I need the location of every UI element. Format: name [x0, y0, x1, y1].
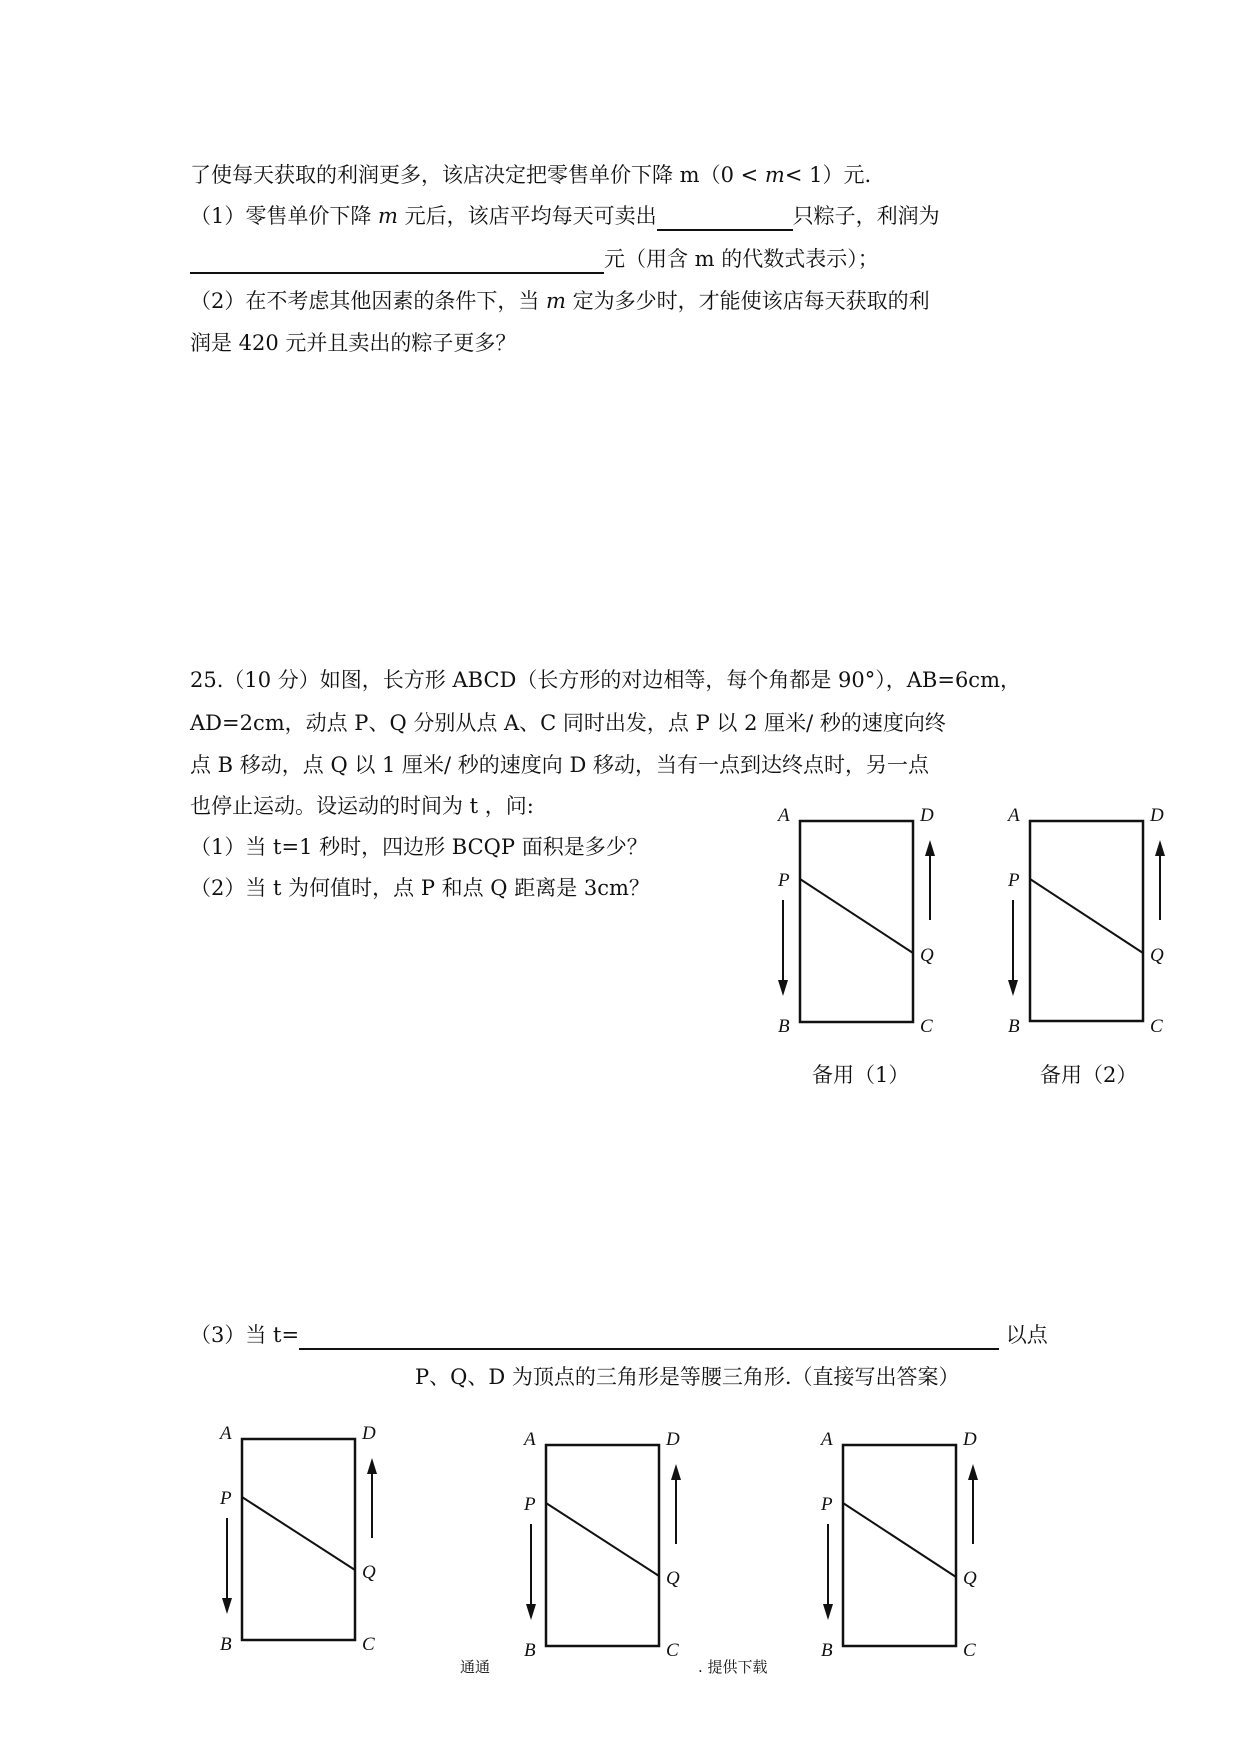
label-A: A [1008, 805, 1020, 826]
label-A: A [524, 1429, 536, 1450]
q24-part1: （1）零售单价下降 m 元后，该店平均每天可卖出 只粽子，利润为 [190, 201, 940, 231]
q24-part2: （2）在不考虑其他因素的条件下，当 m 定为多少时，才能使该店每天获取的利 [190, 289, 930, 313]
rectangle-figure-backup1 [770, 800, 950, 1040]
label-B: B [524, 1640, 536, 1661]
label-B: B [821, 1640, 833, 1661]
label-C: C [920, 1016, 933, 1037]
label-Q: Q [920, 945, 934, 966]
label-B: B [1008, 1016, 1020, 1037]
q25-line3: 点 B 移动，点 Q 以 1 厘米/ 秒的速度向 D 移动，当有一点到达终点时，另一点 [190, 753, 929, 777]
label-D: D [1150, 805, 1164, 826]
label-P: P [778, 870, 790, 891]
q25-sub3-cont: P、Q、D 为顶点的三角形是等腰三角形.（直接写出答案） [415, 1365, 960, 1389]
label-Q: Q [963, 1568, 977, 1589]
caption-backup1: 备用（1） [812, 1063, 910, 1087]
rectangle-figure-5 [815, 1424, 995, 1664]
answer-blank-t[interactable] [299, 1324, 999, 1350]
label-P: P [220, 1488, 232, 1509]
label-P: P [1008, 870, 1020, 891]
footer-right: . 提供下载 [698, 1658, 768, 1676]
q24-intro: 了使每天获取的利润更多，该店决定把零售单价下降 m（0 < m< 1）元. [190, 163, 872, 187]
label-D: D [920, 805, 934, 826]
label-B: B [220, 1634, 232, 1655]
label-B: B [778, 1016, 790, 1037]
label-A: A [821, 1429, 833, 1450]
label-Q: Q [362, 1562, 376, 1583]
rectangle-figure-3 [215, 1418, 395, 1658]
label-C: C [1150, 1016, 1163, 1037]
rectangle-figure-4 [518, 1424, 698, 1664]
q25-sub2: （2）当 t 为何值时，点 P 和点 Q 距离是 3cm？ [190, 876, 650, 900]
label-A: A [220, 1423, 232, 1444]
label-P: P [524, 1494, 536, 1515]
label-Q: Q [666, 1568, 680, 1589]
label-D: D [666, 1429, 680, 1450]
q25-sub1: （1）当 t=1 秒时，四边形 BCQP 面积是多少？ [190, 835, 648, 859]
answer-blank-count[interactable] [657, 205, 793, 231]
label-C: C [963, 1640, 976, 1661]
label-D: D [963, 1429, 977, 1450]
label-C: C [362, 1634, 375, 1655]
q24-part2-cont: 润是 420 元并且卖出的粽子更多？ [190, 331, 517, 355]
label-P: P [821, 1494, 833, 1515]
q25-line1: 25.（10 分）如图，长方形 ABCD（长方形的对边相等，每个角都是 90°），AB=6cm， [190, 668, 1021, 692]
label-C: C [666, 1640, 679, 1661]
label-Q: Q [1150, 945, 1164, 966]
q25-sub3: （3）当 t= 以点 [190, 1320, 1048, 1350]
q25-line4: 也停止运动。设运动的时间为 t ，问: [190, 794, 534, 818]
caption-backup2: 备用（2） [1040, 1063, 1138, 1087]
label-D: D [362, 1423, 376, 1444]
label-A: A [778, 805, 790, 826]
rectangle-figure-backup2 [1000, 800, 1180, 1040]
q24-part1-cont: 元（用含 m 的代数式表示）； [190, 244, 879, 274]
q25-line2: AD=2cm，动点 P、Q 分别从点 A、C 同时出发，点 P 以 2 厘米/ 秒的速度向终 [190, 711, 946, 735]
answer-blank-profit[interactable] [190, 248, 604, 274]
footer-left: 通通 [460, 1658, 491, 1676]
